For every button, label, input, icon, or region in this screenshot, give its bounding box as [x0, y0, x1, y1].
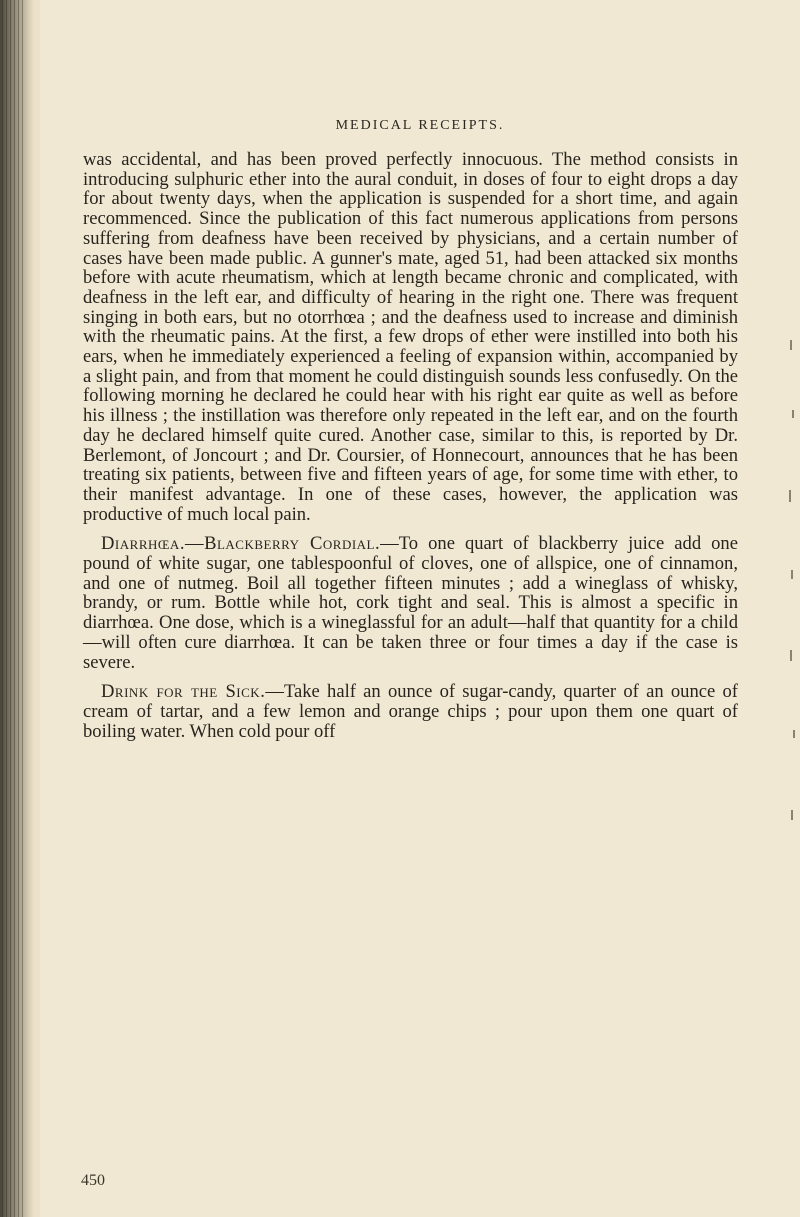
- edge-mark: [790, 340, 792, 350]
- recipe-body-drink: —Take half an ounce of sugar-candy, quarter of an ounce of cream of tartar, and a few lemon and orange chips ; pour upon them one quart of boiling water. When cold pour off: [83, 681, 738, 742]
- paragraph-drink-for-sick: [83, 682, 738, 741]
- edge-mark: [792, 410, 794, 418]
- edge-mark: [791, 570, 793, 579]
- recipe-heading-diarrhoea: Diarrhœa.—Blackberry Cordial.: [101, 533, 381, 555]
- edge-mark: [791, 810, 793, 820]
- paragraph-blackberry-cordial: [83, 534, 738, 672]
- recipe-body-diarrhoea: —To one quart of blackberry juice add one pound of white sugar, one tablespoonful of cloves, one of allspice, one of cinnamon, and one of nutmeg. Boil all together fifteen minutes ; add a wineglass of whisky, brandy, or rum. Bottle while hot, cork tight and seal. This is almost a specific in diarrhœa. One dose, which is a wineglassful for an adult—half that quantity for a child—will often cure diarrhœa. It can be taken three or four times a day if the case is severe.: [83, 533, 738, 673]
- edge-mark: [789, 490, 791, 502]
- edge-mark: [790, 650, 792, 661]
- recipe-heading-drink: Drink for the Sick.: [101, 681, 266, 703]
- page-number: 450: [81, 1172, 105, 1189]
- page-edge-marks: [788, 300, 798, 900]
- book-page: [40, 0, 800, 1217]
- edge-mark: [793, 730, 795, 738]
- book-gutter-lines: [2, 0, 24, 1217]
- paragraph-ether-deafness: was accidental, and has been proved perfectly innocuous. The method consists in introducing sulphuric ether into the aural conduit, in doses of four to eight drops a day for about twenty days, when the application is suspended for a short time, and again recommenced. Since the publication of this fact numerous applications from persons suffering from deafness have been received by physicians, and a certain number of cases have been made public. A gunner's mate, aged 51, had been attacked six months before with acute rheumatism, which at length became chronic and complicated, with deafness in the left ear, and difficulty of hearing in the right one. There was frequent singing in both ears, but no otorrhœa ; and the deafness used to increase and diminish with the rheumatic pains. At the first, a few drops of ether were instilled into both his ears, when he immediately experienced a feeling of expansion within, accompanied by a slight pain, and from that moment he could distinguish sounds less confusedly. On the following morning he declared he could hear with his right ear quite as well as before his illness ; the instillation was therefore only repeated in the left ear, and on the fourth day he declared himself quite cured. Another case, similar to this, is reported by Dr. Berlemont, of Joncourt ; and Dr. Coursier, of Honnecourt, announces that he has been treating six patients, between five and fifteen years of age, for some time with ether, to their manifest advantage. In one of these cases, however, the application was productive of much local pain.: [83, 149, 738, 525]
- running-head: MEDICAL RECEIPTS.: [335, 118, 505, 133]
- body-text: [83, 150, 738, 741]
